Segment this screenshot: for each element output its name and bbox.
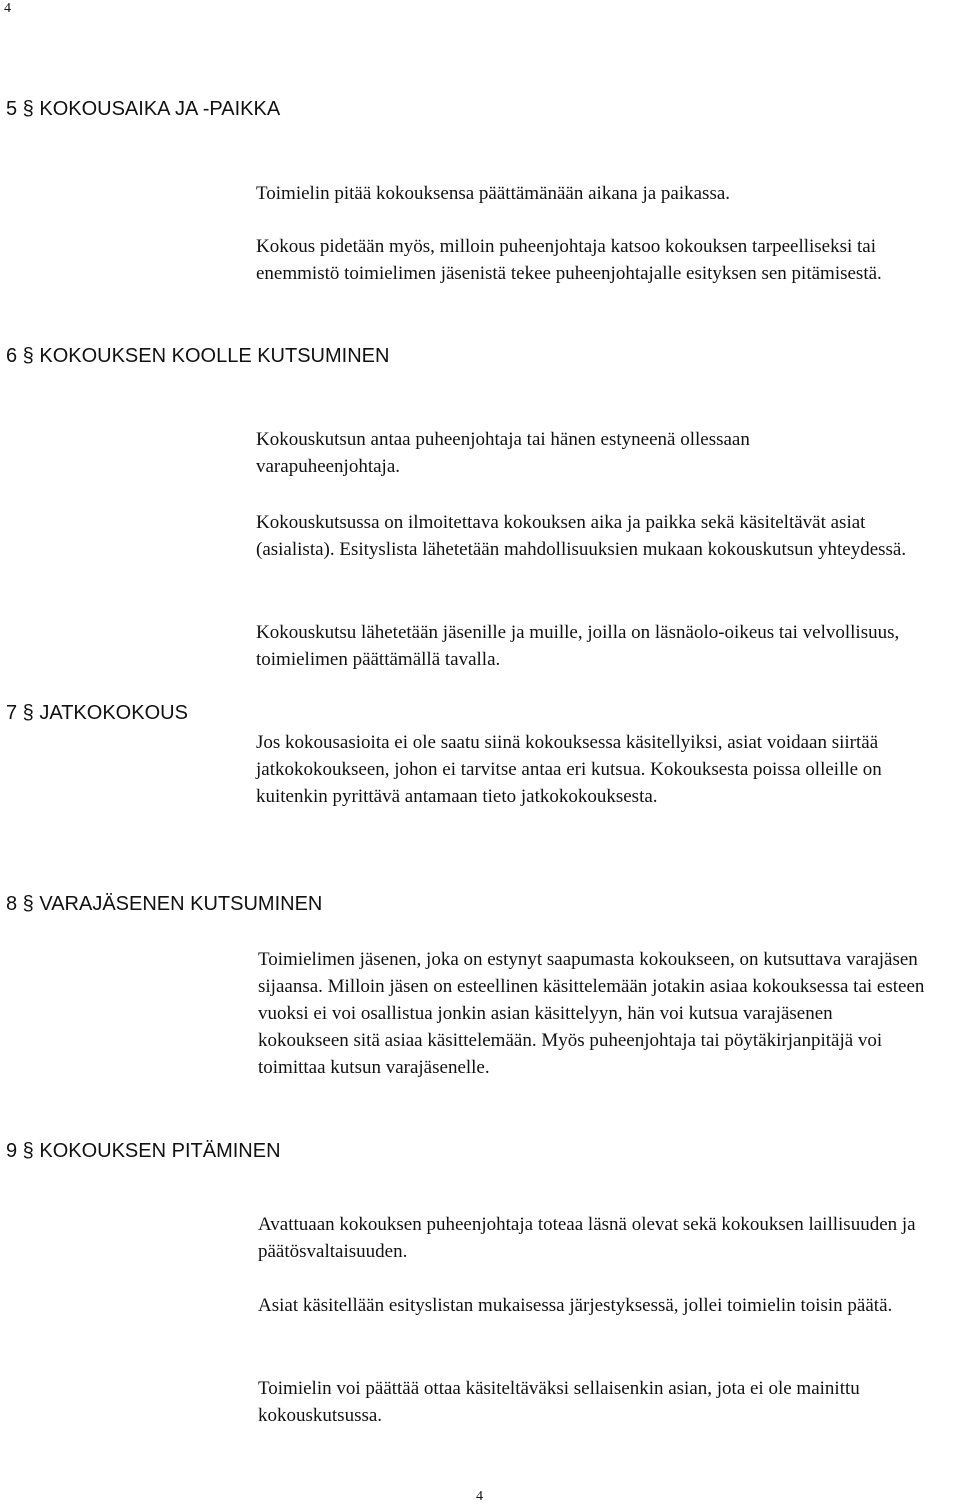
section-8-paragraph-1: Toimielimen jäsenen, joka on estynyt saapumasta kokoukseen, on kutsuttava varajäsen sijaansa. Milloin jäsen on esteellinen käsittelemään jotakin asiaa kokouksessa tai esteen vuoksi ei voi osallistua jonkin asian käsittelyyn, hän voi kutsua varajäsenen kokoukseen sitä asiaa käsittelemään. Myös puheenjohtaja tai pöytäkirjanpitäjä voi toimittaa kutsun varajäsenelle. [258, 949, 925, 1078]
section-9-paragraph-3: Toimielin voi päättää ottaa käsiteltäväksi sellaisenkin asian, jota ei ole mainittu kokouskutsussa. [258, 1378, 860, 1426]
section-5-heading: 5 § KOKOUSAIKA JA -PAIKKA [6, 98, 281, 120]
section-9-heading: 9 § KOKOUKSEN PITÄMINEN [6, 1140, 281, 1162]
section-6-heading: 6 § KOKOUKSEN KOOLLE KUTSUMINEN [6, 345, 390, 367]
section-5-paragraph-2: Kokous pidetään myös, milloin puheenjohtaja katsoo kokouksen tarpeelliseksi tai enemmistö toimielimen jäsenistä tekee puheenjohtajalle esityksen sen pitämisestä. [256, 236, 882, 284]
section-7-heading: 7 § JATKOKOKOUS [6, 702, 188, 724]
section-6-paragraph-3: Kokouskutsu lähetetään jäsenille ja muille, joilla on läsnäolo-oikeus tai velvollisuus, toimielimen päättämällä tavalla. [256, 622, 900, 670]
page-number-bottom: 4 [476, 1489, 483, 1504]
section-9-paragraph-1: Avattuaan kokouksen puheenjohtaja toteaa läsnä olevat sekä kokouksen laillisuuden ja päätösvaltaisuuden. [258, 1214, 916, 1262]
section-6-paragraph-1: Kokouskutsun antaa puheenjohtaja tai hänen estyneenä ollessaan varapuheenjohtaja. [256, 429, 750, 477]
page-number-top: 4 [4, 1, 11, 16]
section-9-paragraph-2: Asiat käsitellään esityslistan mukaisessa järjestyksessä, jollei toimielin toisin päätä. [258, 1295, 893, 1316]
section-5-paragraph-1: Toimielin pitää kokouksensa päättämänään aikana ja paikassa. [256, 183, 731, 204]
section-7-paragraph-1: Jos kokousasioita ei ole saatu siinä kokouksessa käsitellyiksi, asiat voidaan siirtää jatkokokoukseen, johon ei tarvitse antaa eri kutsua. Kokouksesta poissa olleille on kuitenkin pyrittävä antamaan tieto jatkokokouksesta. [256, 732, 882, 807]
section-8-heading: 8 § VARAJÄSENEN KUTSUMINEN [6, 893, 323, 915]
section-6-paragraph-2: Kokouskutsussa on ilmoitettava kokouksen aika ja paikka sekä käsiteltävät asiat (asialista). Esityslista lähetetään mahdollisuuksien mukaan kokouskutsun yhteydessä. [256, 512, 907, 560]
